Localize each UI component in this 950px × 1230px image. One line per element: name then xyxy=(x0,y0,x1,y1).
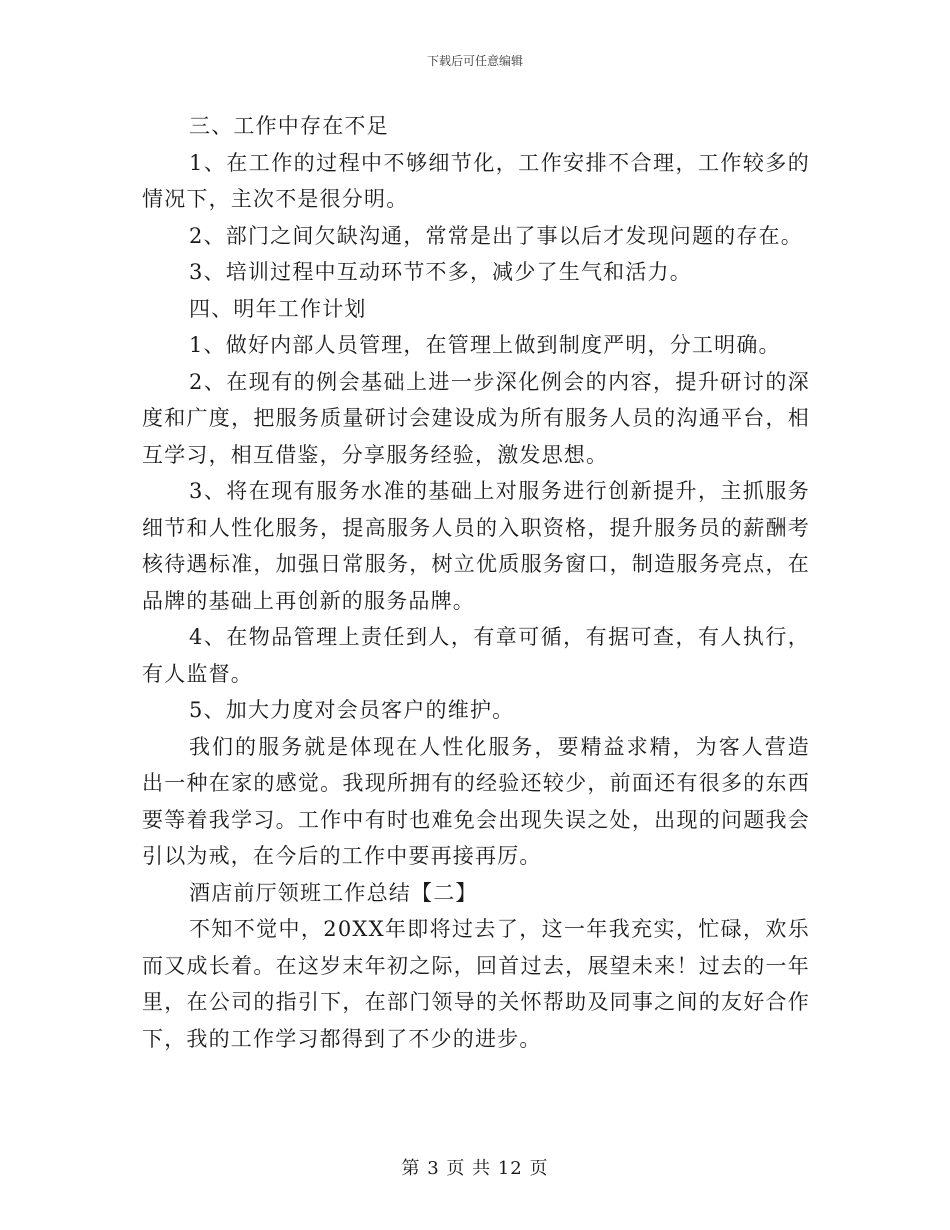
section-heading-shortcomings: 三、工作中存在不足 xyxy=(189,114,389,138)
paragraph-shortcoming-1: 1、在工作的过程中不够细节化，工作安排不合理，工作较多的情况下，主次不是很分明。 xyxy=(142,150,810,211)
paragraph-plan-5: 5、加大力度对会员客户的维护。 xyxy=(189,698,515,722)
page-header-note: 下载后可任意编辑 xyxy=(426,54,523,68)
paragraph-summary-intro: 不知不觉中，20XX年即将过去了，这一年我充实，忙碌，欢乐而又成长着。在这岁末年初之际，回首过去，展望未来！过去的一年里，在公司的指引下，在部门领导的关怀帮助及同事之间的友好合作下，我的工作学习都得到了不少的进步。 xyxy=(142,917,810,1051)
document-body xyxy=(142,108,810,1057)
paragraph-conclusion: 我们的服务就是体现在人性化服务，要精益求精，为客人营造出一种在家的感觉。我现所拥有的经验还较少，前面还有很多的东西要等着我学习。工作中有时也难免会出现失误之处，出现的问题我会引以为戒，在今后的工作中要再接再厉。 xyxy=(142,734,810,868)
section-heading-next-year-plan: 四、明年工作计划 xyxy=(189,296,367,321)
paragraph-plan-3: 3、将在现有服务水准的基础上对服务进行创新提升，主抓服务细节和人性化服务，提高服务人员的入职资格，提升服务员的薪酬考核待遇标准，加强日常服务，树立优质服务窗口，制造服务亮点，在品牌的基础上再创新的服务品牌。 xyxy=(142,479,810,613)
paragraph-plan-1: 1、做好内部人员管理，在管理上做到制度严明，分工明确。 xyxy=(189,333,781,357)
paragraph-plan-4: 4、在物品管理上责任到人，有章可循，有据可查，有人执行，有人监督。 xyxy=(142,625,810,686)
page-footer xyxy=(0,1154,950,1180)
paragraph-shortcoming-2: 2、部门之间欠缺沟通，常常是出了事以后才发现问题的存在。 xyxy=(189,223,803,248)
paragraph-shortcoming-3: 3、培训过程中互动环节不多，减少了生气和活力。 xyxy=(189,260,692,284)
section-title-summary-two: 酒店前厅领班工作总结【二】 xyxy=(189,880,478,905)
paragraph-plan-2: 2、在现有的例会基础上进一步深化例会的内容，提升研讨的深度和广度，把服务质量研讨会建设成为所有服务人员的沟通平台，相互学习，相互借鉴，分享服务经验，激发思想。 xyxy=(142,369,810,467)
page-number-label: 第 3 页 共 12 页 xyxy=(401,1158,549,1179)
